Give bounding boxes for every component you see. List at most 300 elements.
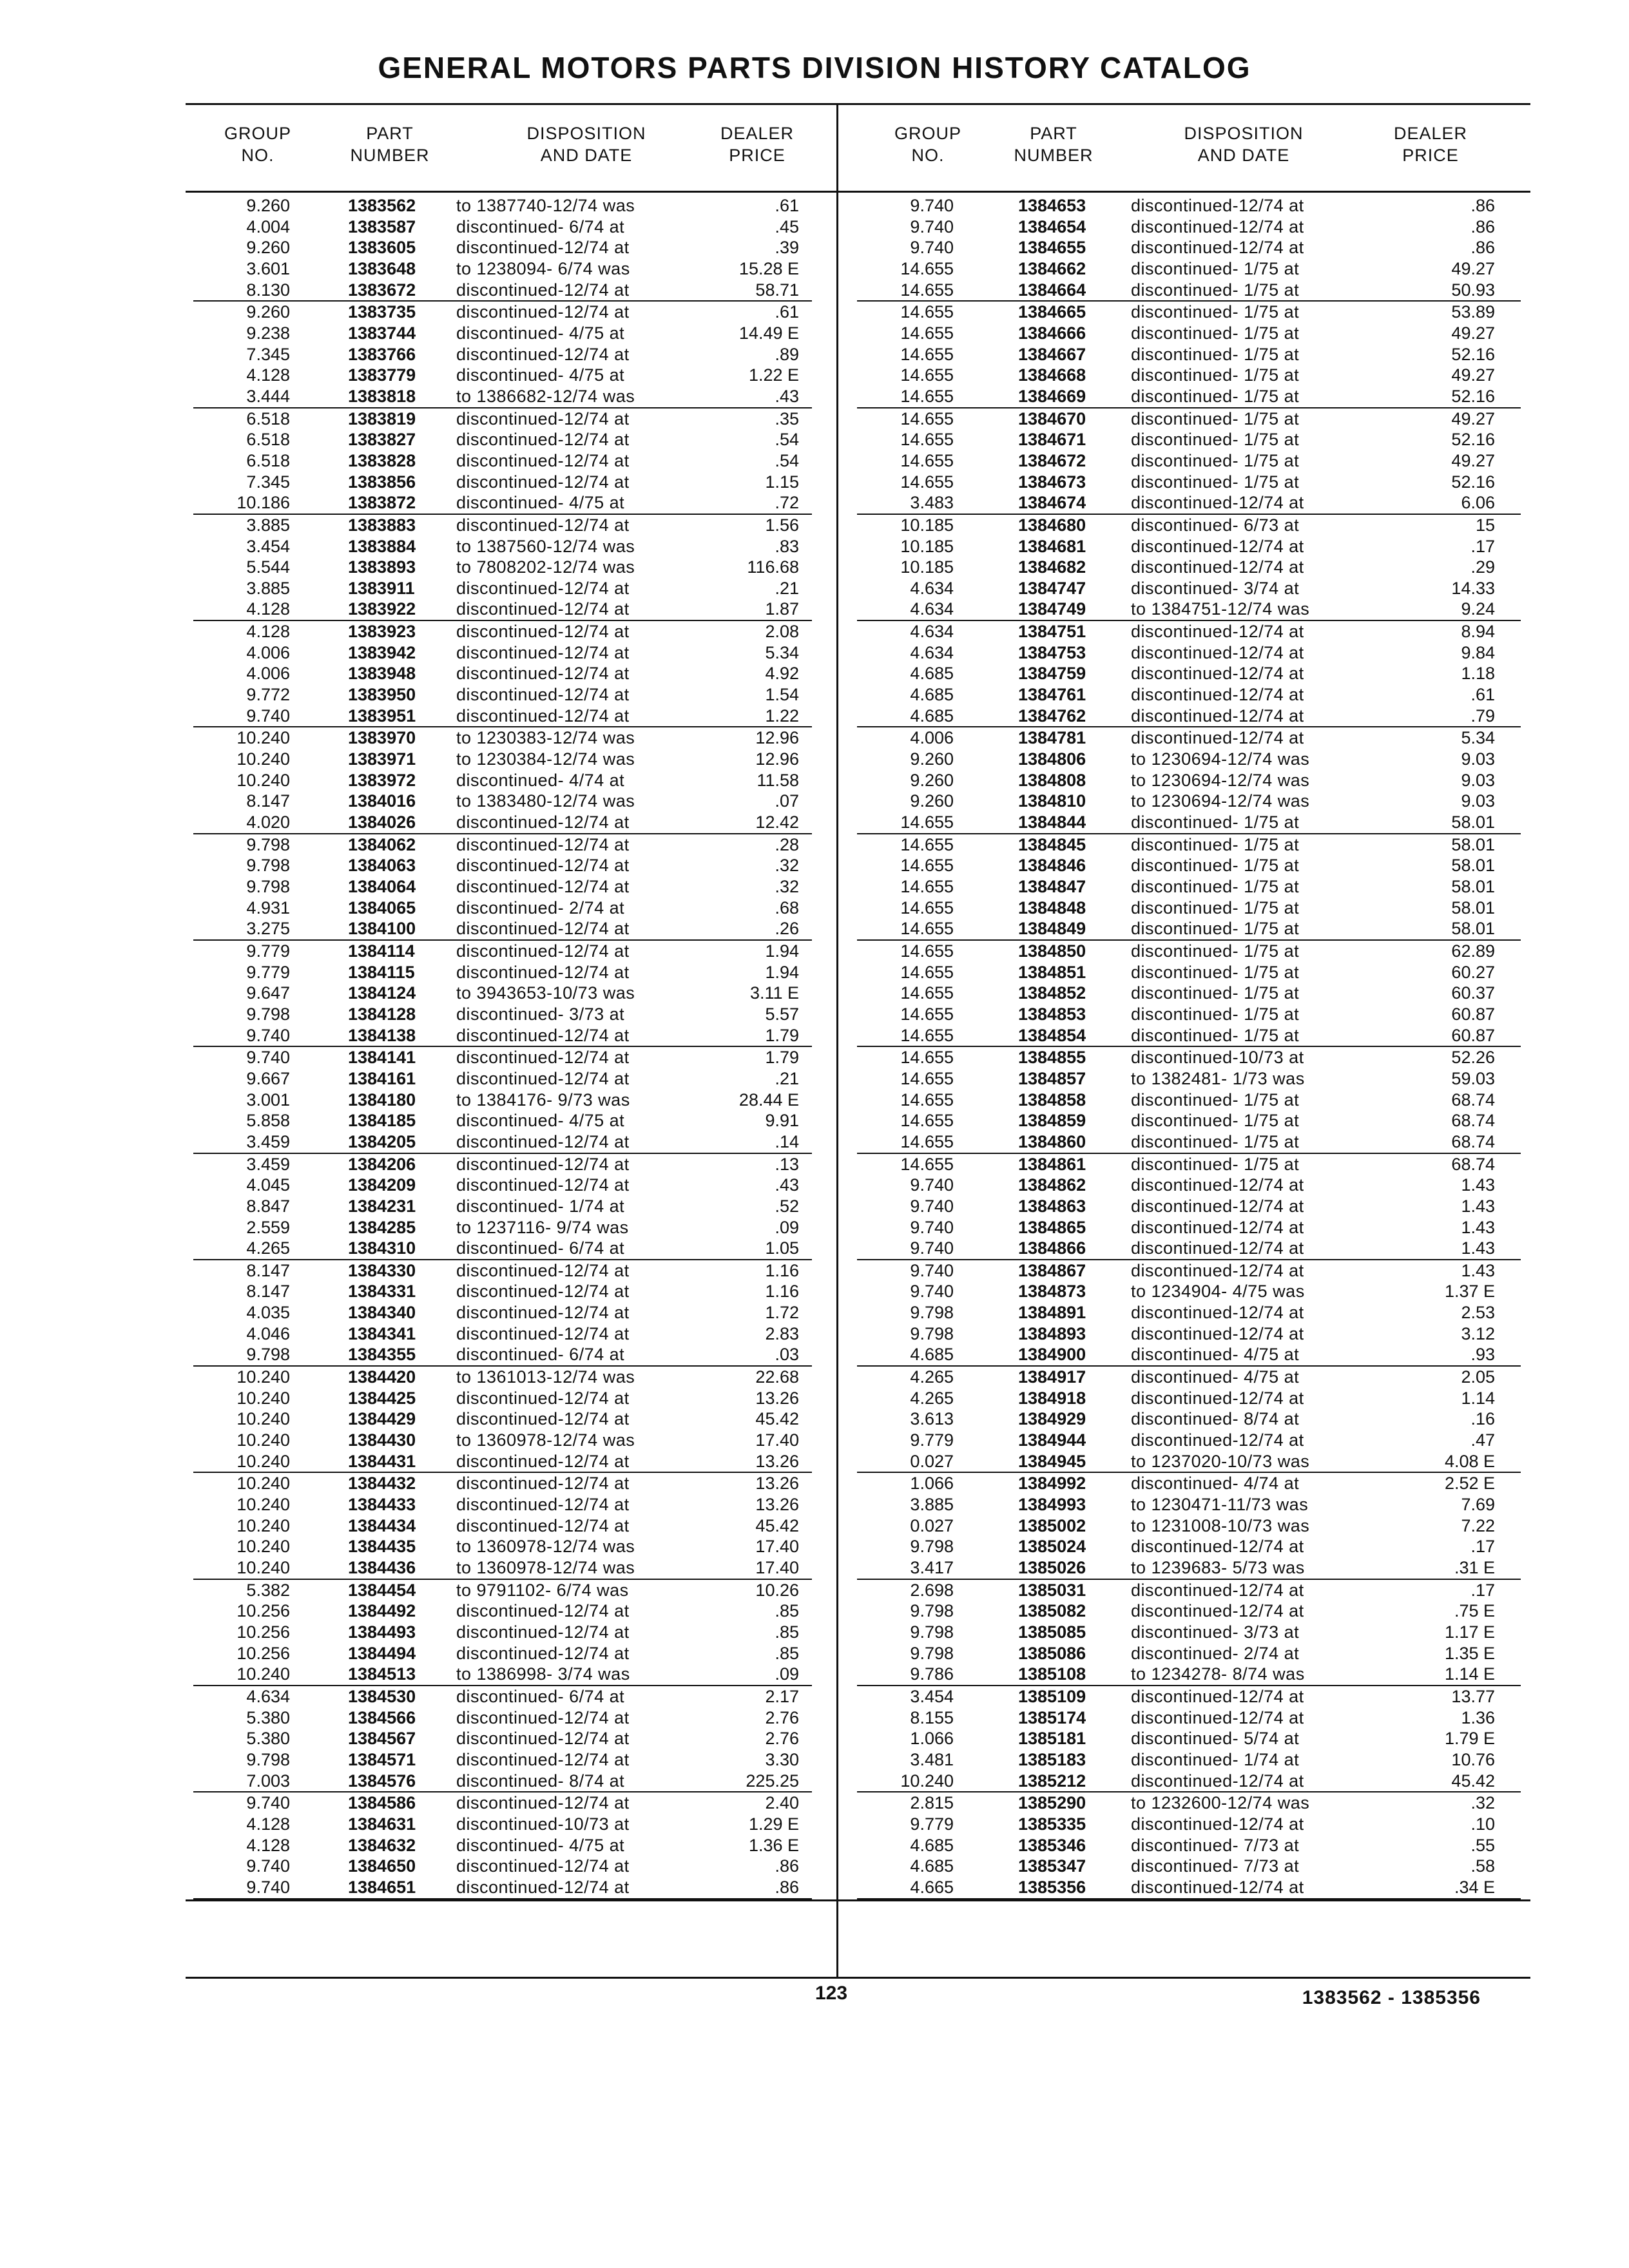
disposition: discontinued-12/74 at [456, 238, 630, 258]
part-number: 1384062 [348, 834, 416, 854]
table-row [857, 684, 1521, 706]
dealer-price: 5.34 [765, 642, 799, 662]
group-number: 8.147 [246, 791, 290, 811]
group-number: 3.459 [246, 1154, 290, 1174]
table-row [857, 962, 1521, 983]
table-row [193, 876, 812, 898]
part-number: 1384753 [1018, 642, 1086, 662]
table-row [193, 365, 812, 386]
part-number: 1384749 [1018, 599, 1086, 619]
group-number: 14.655 [900, 258, 954, 278]
table-row [857, 557, 1521, 578]
footer-rule [186, 1977, 1530, 1979]
part-number: 1384846 [1018, 856, 1086, 876]
header-bottom-rule [186, 191, 1530, 193]
table-row [193, 1728, 812, 1749]
dealer-price: .61 [775, 196, 799, 215]
disposition: discontinued-12/74 at [456, 1495, 630, 1515]
disposition: to 1383480-12/74 was [456, 791, 635, 811]
disposition: discontinued-12/74 at [456, 344, 630, 364]
table-row [857, 1835, 1521, 1856]
right-header-group: GROUP NO. [894, 124, 961, 165]
part-number: 1384513 [348, 1664, 416, 1684]
group-number: 4.931 [246, 898, 290, 918]
dealer-price: .86 [1470, 216, 1495, 236]
disposition: discontinued- 4/74 at [1131, 1474, 1300, 1494]
table-row [857, 1728, 1521, 1749]
disposition: discontinued- 1/75 at [1131, 450, 1300, 470]
part-number: 1384651 [348, 1877, 416, 1897]
dealer-price: .29 [1470, 557, 1495, 577]
group-number: 9.740 [910, 1282, 954, 1302]
group-number: 14.655 [900, 386, 954, 406]
table-row [857, 1749, 1521, 1771]
dealer-price: 12.96 [755, 728, 799, 748]
part-number: 1384848 [1018, 898, 1086, 918]
part-number: 1383950 [348, 685, 416, 705]
group-number: 7.345 [246, 472, 290, 492]
disposition: discontinued-12/74 at [456, 1856, 630, 1876]
part-number: 1384859 [1018, 1111, 1086, 1131]
part-number: 1384100 [348, 919, 416, 939]
part-number: 1384873 [1018, 1282, 1086, 1302]
disposition: discontinued- 4/75 at [456, 493, 625, 513]
disposition: discontinued- 1/75 at [1131, 280, 1300, 300]
part-number: 1383744 [348, 323, 416, 343]
dealer-price: 13.26 [755, 1388, 799, 1408]
disposition: discontinued-12/74 at [1131, 238, 1304, 258]
disposition: discontinued-12/74 at [456, 1793, 630, 1813]
group-number: 5.382 [246, 1580, 290, 1600]
table-row [857, 898, 1521, 919]
dealer-price: 1.22 [765, 706, 799, 726]
table-row [857, 1131, 1521, 1154]
group-number: 4.665 [910, 1877, 954, 1897]
disposition: discontinued-12/74 at [456, 1048, 630, 1068]
dealer-price: .39 [775, 238, 799, 258]
group-number: 14.655 [900, 472, 954, 492]
part-number: 1384849 [1018, 919, 1086, 939]
part-number: 1384993 [1018, 1495, 1086, 1515]
dealer-price: 14.33 [1451, 578, 1495, 598]
group-number: 14.655 [900, 280, 954, 300]
dealer-price: 60.87 [1451, 1004, 1495, 1024]
part-number: 1384810 [1018, 791, 1086, 811]
table-row [857, 1877, 1521, 1899]
part-number: 1383735 [348, 302, 416, 322]
group-number: 6.518 [246, 430, 290, 450]
group-number: 6.518 [246, 408, 290, 428]
part-number: 1384128 [348, 1004, 416, 1024]
dealer-price: .17 [1470, 536, 1495, 556]
part-number: 1384206 [348, 1154, 416, 1174]
part-number: 1383971 [348, 749, 416, 769]
table-row [193, 791, 812, 812]
group-number: 5.858 [246, 1111, 290, 1131]
disposition: discontinued-12/74 at [456, 1515, 630, 1535]
part-number: 1384847 [1018, 877, 1086, 896]
table-row [193, 472, 812, 493]
part-number: 1384124 [348, 983, 416, 1003]
disposition: discontinued- 3/74 at [1131, 578, 1300, 598]
dealer-price: .14 [775, 1131, 799, 1151]
table-row [193, 1025, 812, 1048]
group-number: 9.740 [910, 216, 954, 236]
group-number: 9.740 [246, 1877, 290, 1897]
group-number: 9.260 [910, 791, 954, 811]
part-number: 1384285 [348, 1217, 416, 1237]
group-number: 9.740 [246, 1793, 290, 1813]
disposition: discontinued- 6/74 at [456, 1345, 625, 1365]
disposition: discontinued-12/74 at [456, 622, 630, 642]
part-number: 1384669 [1018, 386, 1086, 406]
table-row [857, 1323, 1521, 1345]
dealer-price: 49.27 [1451, 323, 1495, 343]
dealer-price: 1.54 [765, 685, 799, 705]
group-number: 10.240 [236, 1367, 290, 1387]
dealer-price: 52.16 [1451, 386, 1495, 406]
dealer-price: 2.53 [1461, 1303, 1495, 1323]
dealer-price: 68.74 [1451, 1131, 1495, 1151]
dealer-price: 1.43 [1461, 1196, 1495, 1216]
dealer-price: 68.74 [1451, 1090, 1495, 1110]
group-number: 9.798 [910, 1537, 954, 1557]
disposition: discontinued-12/74 at [1131, 685, 1304, 705]
disposition: discontinued-12/74 at [1131, 1260, 1304, 1280]
dealer-price: 1.17 E [1444, 1622, 1495, 1642]
group-number: 8.847 [246, 1196, 290, 1216]
part-number: 1384945 [1018, 1451, 1086, 1471]
disposition: to 1360978-12/74 was [456, 1430, 635, 1450]
disposition: discontinued- 1/75 at [1131, 1131, 1300, 1151]
disposition: discontinued- 1/75 at [1131, 898, 1300, 918]
disposition: discontinued-12/74 at [456, 280, 630, 300]
disposition: discontinued-12/74 at [456, 1303, 630, 1323]
part-number: 1384141 [348, 1048, 416, 1068]
group-number: 3.483 [910, 493, 954, 513]
dealer-price: 1.05 [765, 1238, 799, 1258]
group-number: 14.655 [900, 856, 954, 876]
dealer-price: 45.42 [755, 1515, 799, 1535]
table-row [857, 1004, 1521, 1025]
part-number: 1383883 [348, 515, 416, 535]
group-number: 3.001 [246, 1090, 290, 1110]
dealer-price: .21 [775, 578, 799, 598]
group-number: 14.655 [900, 302, 954, 322]
dealer-price: .89 [775, 344, 799, 364]
table-row [193, 492, 812, 515]
part-number: 1384138 [348, 1025, 416, 1045]
table-row [857, 344, 1521, 365]
dealer-price: .43 [775, 386, 799, 406]
header-top-rule [186, 103, 1530, 105]
disposition: discontinued-12/74 at [456, 472, 630, 492]
group-number: 5.380 [246, 1707, 290, 1727]
disposition: discontinued-12/74 at [456, 1749, 630, 1769]
part-number: 1384655 [1018, 238, 1086, 258]
disposition: discontinued-12/74 at [456, 877, 630, 896]
part-number: 1384863 [1018, 1196, 1086, 1216]
dealer-price: 58.71 [755, 280, 799, 300]
part-number: 1384853 [1018, 1004, 1086, 1024]
part-number: 1384762 [1018, 706, 1086, 726]
table-row [857, 663, 1521, 684]
group-number: 2.815 [910, 1793, 954, 1813]
disposition: discontinued-12/74 at [456, 1131, 630, 1151]
table-row [193, 1792, 812, 1814]
group-number: 9.260 [246, 238, 290, 258]
dealer-price: 14.49 E [738, 323, 799, 343]
part-number: 1384891 [1018, 1303, 1086, 1323]
dealer-price: .13 [775, 1154, 799, 1174]
part-number: 1383884 [348, 536, 416, 556]
group-number: 4.685 [910, 685, 954, 705]
part-number: 1383856 [348, 472, 416, 492]
group-number: 9.740 [910, 196, 954, 215]
table-row [857, 1238, 1521, 1260]
part-number: 1384340 [348, 1303, 416, 1323]
disposition: discontinued- 3/73 at [456, 1004, 625, 1024]
table-row [857, 599, 1521, 621]
dealer-price: 45.42 [755, 1409, 799, 1429]
disposition: discontinued-12/74 at [1131, 1217, 1304, 1237]
part-number: 1384844 [1018, 812, 1086, 832]
part-number: 1384759 [1018, 664, 1086, 684]
disposition: discontinued-12/74 at [456, 856, 630, 876]
disposition: discontinued-12/74 at [1131, 1323, 1304, 1343]
dealer-price: 49.27 [1451, 408, 1495, 428]
group-number: 9.779 [246, 941, 290, 961]
table-row [193, 1814, 812, 1835]
dealer-price: 10.26 [755, 1580, 799, 1600]
group-number: 14.655 [900, 919, 954, 939]
part-number: 1383970 [348, 728, 416, 748]
group-number: 10.256 [236, 1643, 290, 1663]
group-number: 10.240 [236, 749, 290, 769]
dealer-price: 3.11 E [749, 983, 799, 1003]
group-number: 0.027 [910, 1515, 954, 1535]
part-number: 1383562 [348, 196, 416, 215]
table-row [857, 1814, 1521, 1835]
dealer-price: 1.14 [1461, 1388, 1495, 1408]
disposition: discontinued- 4/75 at [1131, 1345, 1300, 1365]
table-row [193, 515, 812, 536]
dealer-price: 1.87 [765, 599, 799, 619]
dealer-price: 12.42 [755, 812, 799, 832]
disposition: discontinued- 1/75 at [1131, 834, 1300, 854]
page-number: 123 [815, 1983, 848, 2004]
part-number: 1384900 [1018, 1345, 1086, 1365]
table-row [193, 237, 812, 258]
group-number: 4.128 [246, 1814, 290, 1834]
disposition: discontinued-12/74 at [1131, 1814, 1304, 1834]
table-row [193, 1600, 812, 1622]
group-number: 3.885 [246, 578, 290, 598]
dealer-price: 6.06 [1461, 493, 1495, 513]
dealer-price: .55 [1470, 1835, 1495, 1855]
group-number: 9.260 [246, 302, 290, 322]
dealer-price: 1.94 [765, 941, 799, 961]
disposition: discontinued- 1/75 at [1131, 344, 1300, 364]
disposition: to 1230384-12/74 was [456, 749, 635, 769]
group-number: 10.240 [236, 1558, 290, 1577]
disposition: discontinued- 1/75 at [1131, 472, 1300, 492]
group-number: 9.740 [910, 1217, 954, 1237]
part-number: 1384674 [1018, 493, 1086, 513]
table-row [193, 408, 812, 430]
table-row [193, 1323, 812, 1345]
disposition: discontinued- 1/75 at [1131, 365, 1300, 385]
group-number: 14.655 [900, 323, 954, 343]
group-number: 8.147 [246, 1282, 290, 1302]
disposition: to 1230471-11/73 was [1131, 1495, 1309, 1515]
disposition: to 1238094- 6/74 was [456, 258, 630, 278]
table-row [857, 280, 1521, 302]
disposition: discontinued-12/74 at [1131, 1537, 1304, 1557]
dealer-price: 52.16 [1451, 430, 1495, 450]
group-number: 3.613 [910, 1409, 954, 1429]
part-number: 1385174 [1018, 1707, 1086, 1727]
dealer-price: 58.01 [1451, 898, 1495, 918]
table-row [193, 1175, 812, 1196]
group-number: 3.444 [246, 386, 290, 406]
part-number: 1383922 [348, 599, 416, 619]
group-number: 4.685 [910, 1835, 954, 1855]
disposition: discontinued-12/74 at [1131, 1238, 1304, 1258]
disposition: discontinued- 1/75 at [1131, 812, 1300, 832]
table-row [857, 621, 1521, 642]
table-row [193, 1344, 812, 1367]
part-number: 1384576 [348, 1771, 416, 1791]
dealer-price: .26 [775, 919, 799, 939]
disposition: to 1237020-10/73 was [1131, 1451, 1310, 1471]
group-number: 14.655 [900, 898, 954, 918]
table-row [193, 1622, 812, 1643]
table-row [193, 557, 812, 578]
group-number: 1.066 [910, 1729, 954, 1749]
part-number: 1384493 [348, 1622, 416, 1642]
table-row [857, 1408, 1521, 1430]
dealer-price: 1.16 [765, 1260, 799, 1280]
part-number: 1384672 [1018, 450, 1086, 470]
dealer-price: .03 [775, 1345, 799, 1365]
group-number: 9.772 [246, 685, 290, 705]
dealer-price: .10 [1470, 1814, 1495, 1834]
dealer-price: 1.79 [765, 1048, 799, 1068]
group-number: 14.655 [900, 1068, 954, 1088]
group-number: 9.740 [246, 1048, 290, 1068]
group-number: 14.655 [900, 941, 954, 961]
table-row [193, 1217, 812, 1238]
group-number: 10.240 [236, 770, 290, 790]
disposition: discontinued- 1/75 at [1131, 258, 1300, 278]
table-row [193, 1643, 812, 1664]
table-row [857, 1047, 1521, 1068]
part-number: 1384670 [1018, 408, 1086, 428]
part-number: 1384161 [348, 1068, 416, 1088]
dealer-price: 1.79 E [1444, 1729, 1495, 1749]
disposition: discontinued- 6/74 at [456, 216, 625, 236]
disposition: discontinued- 1/75 at [1131, 1004, 1300, 1024]
table-row [857, 450, 1521, 472]
table-row [193, 812, 812, 834]
part-number: 1384431 [348, 1451, 416, 1471]
table-row [193, 536, 812, 557]
part-number: 1385031 [1018, 1580, 1086, 1600]
group-number: 9.798 [246, 1749, 290, 1769]
dealer-price: .32 [775, 856, 799, 876]
table-row [193, 1260, 812, 1282]
dealer-price: 2.83 [765, 1323, 799, 1343]
disposition: discontinued- 4/75 at [1131, 1367, 1300, 1387]
table-row [857, 642, 1521, 664]
table-row [193, 1536, 812, 1557]
dealer-price: 2.40 [765, 1793, 799, 1813]
table-row [857, 1068, 1521, 1090]
group-number: 3.885 [910, 1495, 954, 1515]
group-number: 14.655 [900, 962, 954, 982]
part-number: 1383948 [348, 664, 416, 684]
group-number: 9.779 [246, 962, 290, 982]
part-number: 1385024 [1018, 1537, 1086, 1557]
dealer-price: .28 [775, 834, 799, 854]
dealer-price: 2.05 [1461, 1367, 1495, 1387]
group-number: 4.020 [246, 812, 290, 832]
group-number: 7.003 [246, 1771, 290, 1791]
part-number: 1385356 [1018, 1877, 1086, 1897]
table-row [193, 1367, 812, 1388]
dealer-price: 13.77 [1451, 1686, 1495, 1706]
group-number: 10.186 [236, 493, 290, 513]
group-number: 9.260 [246, 196, 290, 215]
disposition: discontinued- 1/75 at [1131, 941, 1300, 961]
table-row [193, 1238, 812, 1260]
group-number: 9.798 [910, 1601, 954, 1621]
table-row [857, 429, 1521, 450]
dealer-price: 49.27 [1451, 450, 1495, 470]
disposition: discontinued-12/74 at [456, 834, 630, 854]
disposition: discontinued-12/74 at [456, 664, 630, 684]
group-number: 9.740 [910, 1196, 954, 1216]
disposition: to 1384751-12/74 was [1131, 599, 1310, 619]
group-number: 10.240 [236, 1409, 290, 1429]
part-number: 1384065 [348, 898, 416, 918]
group-number: 9.260 [910, 749, 954, 769]
dealer-price: 2.76 [765, 1707, 799, 1727]
disposition: discontinued-12/74 at [456, 578, 630, 598]
table-row [193, 1047, 812, 1068]
table-row [193, 302, 812, 323]
group-number: 10.240 [236, 728, 290, 748]
dealer-price: 4.08 E [1444, 1451, 1495, 1471]
disposition: discontinued-12/74 at [1131, 557, 1304, 577]
dealer-price: 13.26 [755, 1451, 799, 1471]
group-number: 9.667 [246, 1068, 290, 1088]
dealer-price: 58.01 [1451, 856, 1495, 876]
disposition: discontinued-12/74 at [456, 685, 630, 705]
disposition: discontinued- 4/75 at [456, 1111, 625, 1131]
table-row [857, 727, 1521, 749]
table-row [193, 429, 812, 450]
disposition: discontinued- 1/74 at [456, 1196, 625, 1216]
table-row [857, 302, 1521, 323]
part-number: 1384016 [348, 791, 416, 811]
dealer-price: 9.03 [1461, 791, 1495, 811]
group-number: 7.345 [246, 344, 290, 364]
table-row [193, 1004, 812, 1025]
group-number: 9.238 [246, 323, 290, 343]
table-row [857, 1600, 1521, 1622]
